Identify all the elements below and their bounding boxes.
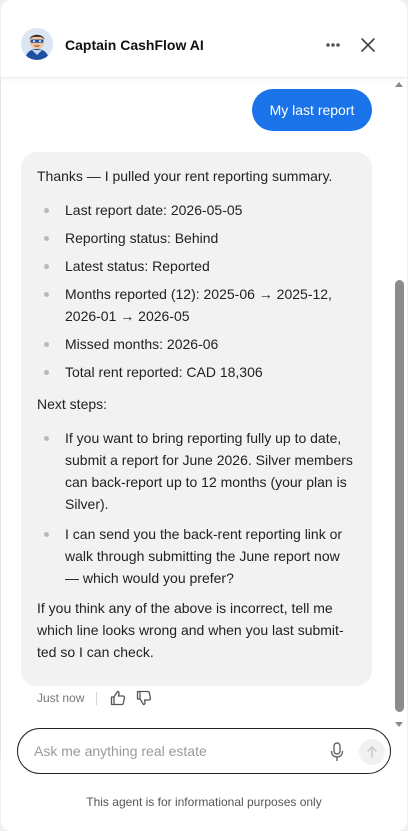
- composer: [17, 728, 391, 774]
- assistant-message: [21, 152, 372, 686]
- chat-title: Captain CashFlow AI: [65, 37, 204, 53]
- summary-list: [37, 199, 356, 383]
- chat-header: [1, 0, 407, 78]
- message-list[interactable]: [1, 78, 407, 735]
- microphone-icon[interactable]: [328, 741, 346, 763]
- scroll-down-arrow[interactable]: [395, 722, 403, 727]
- thumbs-up-icon[interactable]: [109, 689, 127, 707]
- chat-panel: [1, 0, 407, 831]
- next-steps-heading: Next steps:: [37, 396, 108, 412]
- list-item: I can send you the back-rent reporting link or walk through submitting the June report now — which would you prefer?: [37, 523, 356, 589]
- divider: [96, 692, 97, 705]
- message-input[interactable]: [34, 739, 324, 763]
- list-item: Reporting status: Behind: [37, 227, 356, 249]
- close-icon: [357, 34, 379, 56]
- disclaimer-text: This agent is for informational purposes only: [86, 795, 322, 809]
- assistant-intro: Thanks — I pulled your rent reporting summary.: [37, 168, 333, 184]
- list-item: Last report date: 2026-05-05: [37, 199, 356, 221]
- list-item: Months reported (12): 2025-06 → 2025-12, 2026-01 → 2026-05: [37, 283, 356, 327]
- scrollbar-thumb[interactable]: [395, 280, 404, 712]
- list-item: Total rent reported: CAD 18,306: [37, 361, 356, 383]
- close-button[interactable]: [357, 34, 379, 56]
- next-steps-list: [37, 427, 356, 589]
- thumbs-down-icon[interactable]: [135, 689, 153, 707]
- more-options-button[interactable]: [321, 34, 345, 56]
- message-timestamp: Just now: [37, 691, 85, 705]
- scroll-up-arrow[interactable]: [395, 82, 403, 87]
- message-meta: [37, 688, 161, 708]
- assistant-outro: If you think any of the above is incorrect, tell me which line looks wrong and when you last submitted so I can check.: [37, 600, 344, 660]
- superhero-avatar-icon: [21, 28, 53, 60]
- list-item: Latest status: Reported: [37, 255, 356, 277]
- user-message: My last report: [252, 89, 372, 131]
- list-item: If you want to bring reporting fully up to date, submit a report for June 2026. Silver members can back-report up to 12 months (your plan is Silver).: [37, 427, 356, 515]
- more-horizontal-icon: [321, 34, 345, 56]
- arrow-up-icon: [359, 739, 385, 765]
- list-item: Missed months: 2026-06: [37, 333, 356, 355]
- send-button[interactable]: [359, 739, 385, 765]
